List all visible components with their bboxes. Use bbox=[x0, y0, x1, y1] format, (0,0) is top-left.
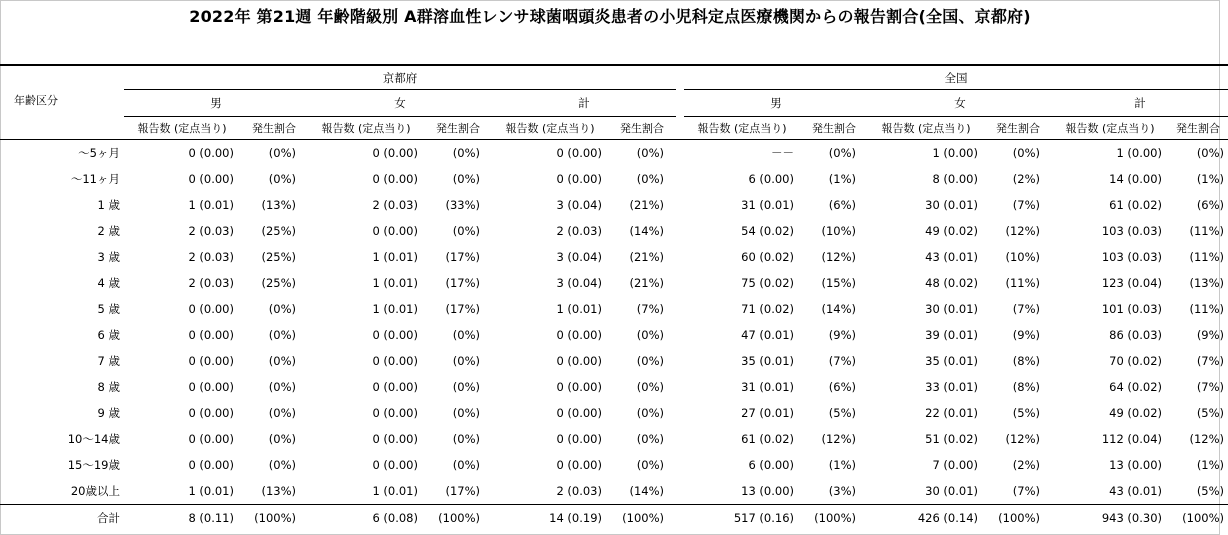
count-cell: 49 (0.02) bbox=[925, 224, 978, 238]
count-cell: 0 (0.00) bbox=[372, 458, 418, 472]
count-cell: 1 (0.01) bbox=[372, 302, 418, 316]
count-cell: 2 (0.03) bbox=[188, 224, 234, 238]
rate-cell: (17%) bbox=[445, 250, 480, 264]
rate-column-header: 発生割合 bbox=[800, 117, 868, 140]
rate-cell: (25%) bbox=[261, 224, 296, 238]
count-cell: 1 (0.00) bbox=[1116, 146, 1162, 160]
table-row bbox=[0, 478, 1228, 505]
rate-cell: (3%) bbox=[828, 484, 856, 498]
count-cell: 0 (0.00) bbox=[556, 354, 602, 368]
count-cell: 2 (0.03) bbox=[556, 224, 602, 238]
count-cell: 30 (0.01) bbox=[925, 484, 978, 498]
rate-cell: (0%) bbox=[268, 354, 296, 368]
rate-cell: (25%) bbox=[261, 276, 296, 290]
rate-cell: (0%) bbox=[828, 146, 856, 160]
count-cell: 0 (0.00) bbox=[556, 172, 602, 186]
count-cell: 0 (0.00) bbox=[188, 458, 234, 472]
rate-cell: (7%) bbox=[1196, 380, 1225, 394]
count-cell: 0 (0.00) bbox=[188, 172, 234, 186]
rate-cell: (13%) bbox=[261, 484, 296, 498]
count-cell: 8 (0.11) bbox=[124, 505, 240, 532]
count-cell: 31 (0.01) bbox=[741, 380, 794, 394]
rate-cell: (8%) bbox=[1012, 354, 1040, 368]
count-cell: 64 (0.02) bbox=[1109, 380, 1162, 394]
rate-cell: (0%) bbox=[452, 380, 480, 394]
count-cell: 1 (0.01) bbox=[556, 302, 602, 316]
count-cell: 0 (0.00) bbox=[556, 406, 602, 420]
count-cell: 1 (0.01) bbox=[188, 484, 234, 498]
count-cell: 517 (0.16) bbox=[684, 505, 800, 532]
count-cell: 103 (0.03) bbox=[1101, 224, 1162, 238]
rate-cell: (7%) bbox=[636, 302, 664, 316]
rate-column-header: 発生割合 bbox=[424, 117, 492, 140]
count-cell: 1 (0.00) bbox=[932, 146, 978, 160]
rate-cell: (0%) bbox=[452, 224, 480, 238]
rate-cell: (6%) bbox=[828, 380, 856, 394]
rate-cell: (17%) bbox=[445, 276, 480, 290]
table-row bbox=[0, 244, 1228, 270]
count-cell: 1 (0.01) bbox=[372, 250, 418, 264]
count-cell: 71 (0.02) bbox=[741, 302, 794, 316]
count-cell: 101 (0.03) bbox=[1101, 302, 1162, 316]
table-row bbox=[0, 426, 1228, 452]
rate-cell: (13%) bbox=[261, 198, 296, 212]
page-title: 2022年 第21週 年齢階級別 A群溶血性レンサ球菌咽頭炎患者の小児科定点医療機関からの報告割合(全国、京都府) bbox=[189, 7, 1031, 26]
rate-cell: (14%) bbox=[821, 302, 856, 316]
count-column-header: 報告数 (定点当り) bbox=[124, 117, 240, 140]
rate-cell: (5%) bbox=[1196, 406, 1225, 420]
rate-cell: (0%) bbox=[452, 458, 480, 472]
age-cell: 9 歳 bbox=[97, 406, 120, 420]
rate-cell: (10%) bbox=[821, 224, 856, 238]
rate-cell: (11%) bbox=[1189, 224, 1225, 238]
count-cell: 54 (0.02) bbox=[741, 224, 794, 238]
count-cell: －－ bbox=[771, 146, 794, 160]
rate-cell: (0%) bbox=[268, 458, 296, 472]
sex-header-female: 女 bbox=[308, 90, 492, 117]
count-cell: 75 (0.02) bbox=[741, 276, 794, 290]
rate-cell: (100%) bbox=[608, 505, 676, 532]
count-cell: 0 (0.00) bbox=[372, 224, 418, 238]
rate-cell: (7%) bbox=[1196, 354, 1225, 368]
count-cell: 0 (0.00) bbox=[372, 146, 418, 160]
rate-cell: (1%) bbox=[828, 172, 856, 186]
table-row bbox=[0, 374, 1228, 400]
rate-cell: (2%) bbox=[1012, 172, 1040, 186]
rate-cell: (21%) bbox=[629, 198, 664, 212]
rate-cell: (9%) bbox=[1012, 328, 1040, 342]
count-cell: 0 (0.00) bbox=[372, 380, 418, 394]
rate-cell: (12%) bbox=[1005, 432, 1040, 446]
count-cell: 13 (0.00) bbox=[1109, 458, 1162, 472]
rate-cell: (0%) bbox=[1012, 146, 1040, 160]
count-cell: 14 (0.19) bbox=[492, 505, 608, 532]
rate-cell: (0%) bbox=[636, 406, 664, 420]
corner-cell bbox=[0, 65, 124, 90]
age-cell: 3 歳 bbox=[97, 250, 120, 264]
rate-cell: (0%) bbox=[452, 406, 480, 420]
count-cell: 22 (0.01) bbox=[925, 406, 978, 420]
count-cell: 3 (0.04) bbox=[556, 198, 602, 212]
rate-cell: (11%) bbox=[1005, 276, 1040, 290]
rate-cell: (0%) bbox=[268, 328, 296, 342]
sex-header-male: 男 bbox=[124, 90, 308, 117]
rate-cell: (0%) bbox=[1196, 146, 1225, 160]
age-cell: ～5ヶ月 bbox=[78, 146, 120, 160]
count-cell: 31 (0.01) bbox=[741, 198, 794, 212]
rate-cell: (100%) bbox=[424, 505, 492, 532]
rate-cell: (5%) bbox=[828, 406, 856, 420]
count-cell: 49 (0.02) bbox=[1109, 406, 1162, 420]
rate-cell: (8%) bbox=[1012, 380, 1040, 394]
table-row bbox=[0, 322, 1228, 348]
rate-cell: (12%) bbox=[1189, 432, 1225, 446]
rate-cell: (0%) bbox=[268, 380, 296, 394]
rate-cell: (21%) bbox=[629, 250, 664, 264]
count-cell: 1 (0.01) bbox=[372, 276, 418, 290]
count-cell: 0 (0.00) bbox=[188, 328, 234, 342]
age-cell: 6 歳 bbox=[97, 328, 120, 342]
age-cell: 1 歳 bbox=[97, 198, 120, 212]
count-cell: 1 (0.01) bbox=[188, 198, 234, 212]
rate-cell: (2%) bbox=[1012, 458, 1040, 472]
rate-cell: (0%) bbox=[636, 328, 664, 342]
count-column-header: 報告数 (定点当り) bbox=[308, 117, 424, 140]
rate-cell: (1%) bbox=[1196, 458, 1225, 472]
count-cell: 103 (0.03) bbox=[1101, 250, 1162, 264]
count-cell: 0 (0.00) bbox=[556, 328, 602, 342]
count-cell: 0 (0.00) bbox=[188, 406, 234, 420]
count-cell: 61 (0.02) bbox=[1109, 198, 1162, 212]
table-row bbox=[0, 218, 1228, 244]
region-header-national: 全国 bbox=[684, 65, 1228, 90]
rate-cell: (21%) bbox=[629, 276, 664, 290]
rate-cell: (7%) bbox=[1012, 198, 1040, 212]
rate-cell: (11%) bbox=[1189, 250, 1225, 264]
count-cell: 0 (0.00) bbox=[372, 354, 418, 368]
count-cell: 0 (0.00) bbox=[556, 380, 602, 394]
count-cell: 0 (0.00) bbox=[372, 432, 418, 446]
count-cell: 0 (0.00) bbox=[556, 146, 602, 160]
rate-cell: (100%) bbox=[800, 505, 868, 532]
rate-cell: (14%) bbox=[629, 224, 664, 238]
count-cell: 0 (0.00) bbox=[188, 432, 234, 446]
count-cell: 0 (0.00) bbox=[188, 302, 234, 316]
count-cell: 61 (0.02) bbox=[741, 432, 794, 446]
rate-cell: (33%) bbox=[445, 198, 480, 212]
rate-cell: (5%) bbox=[1012, 406, 1040, 420]
count-cell: 6 (0.08) bbox=[308, 505, 424, 532]
count-cell: 35 (0.01) bbox=[925, 354, 978, 368]
count-cell: 1 (0.01) bbox=[372, 484, 418, 498]
table-row bbox=[0, 140, 1228, 167]
region-gap bbox=[676, 65, 684, 90]
rate-cell: (0%) bbox=[452, 432, 480, 446]
age-cell: 7 歳 bbox=[97, 354, 120, 368]
count-cell: 112 (0.04) bbox=[1101, 432, 1162, 446]
table-row bbox=[0, 296, 1228, 322]
age-cell: 20歳以上 bbox=[70, 484, 120, 498]
count-cell: 3 (0.04) bbox=[556, 276, 602, 290]
table-row bbox=[0, 452, 1228, 478]
count-cell: 943 (0.30) bbox=[1052, 505, 1168, 532]
age-header: 年齢区分 bbox=[0, 90, 124, 140]
age-cell: 10～14歳 bbox=[67, 432, 120, 446]
rate-cell: (1%) bbox=[828, 458, 856, 472]
rate-cell: (14%) bbox=[629, 484, 664, 498]
sex-header-female: 女 bbox=[868, 90, 1052, 117]
count-cell: 2 (0.03) bbox=[188, 250, 234, 264]
rate-column-header: 発生割合 bbox=[984, 117, 1052, 140]
count-column-header: 報告数 (定点当り) bbox=[868, 117, 984, 140]
rate-cell: (17%) bbox=[445, 302, 480, 316]
rate-cell: (100%) bbox=[1168, 505, 1228, 532]
region-header-kyoto: 京都府 bbox=[124, 65, 676, 90]
total-row bbox=[0, 505, 1228, 532]
count-cell: 0 (0.00) bbox=[556, 458, 602, 472]
rate-cell: (7%) bbox=[1012, 484, 1040, 498]
age-cell: ～11ヶ月 bbox=[70, 172, 120, 186]
rate-cell: (0%) bbox=[636, 172, 664, 186]
count-cell: 0 (0.00) bbox=[188, 354, 234, 368]
rate-cell: (0%) bbox=[636, 432, 664, 446]
count-cell: 0 (0.00) bbox=[556, 432, 602, 446]
sex-header-total: 計 bbox=[1052, 90, 1228, 117]
count-cell: 30 (0.01) bbox=[925, 302, 978, 316]
sex-header-male: 男 bbox=[684, 90, 868, 117]
rate-cell: (12%) bbox=[821, 250, 856, 264]
count-cell: 48 (0.02) bbox=[925, 276, 978, 290]
table-row bbox=[0, 166, 1228, 192]
rate-cell: (5%) bbox=[1196, 484, 1225, 498]
rate-cell: (0%) bbox=[268, 146, 296, 160]
count-cell: 2 (0.03) bbox=[372, 198, 418, 212]
rate-column-header: 発生割合 bbox=[1168, 117, 1228, 140]
count-cell: 0 (0.00) bbox=[372, 172, 418, 186]
rate-cell: (0%) bbox=[452, 146, 480, 160]
rate-cell: (0%) bbox=[452, 328, 480, 342]
rate-cell: (9%) bbox=[1196, 328, 1225, 342]
count-cell: 14 (0.00) bbox=[1109, 172, 1162, 186]
rate-cell: (11%) bbox=[1189, 302, 1225, 316]
age-cell: 2 歳 bbox=[97, 224, 120, 238]
rate-cell: (1%) bbox=[1196, 172, 1225, 186]
rate-column-header: 発生割合 bbox=[608, 117, 676, 140]
rate-cell: (0%) bbox=[268, 172, 296, 186]
count-cell: 6 (0.00) bbox=[748, 458, 794, 472]
rate-cell: (0%) bbox=[636, 354, 664, 368]
rate-cell: (0%) bbox=[268, 302, 296, 316]
count-column-header: 報告数 (定点当り) bbox=[492, 117, 608, 140]
count-cell: 51 (0.02) bbox=[925, 432, 978, 446]
rate-cell: (100%) bbox=[240, 505, 308, 532]
table-row bbox=[0, 270, 1228, 296]
count-cell: 0 (0.00) bbox=[372, 406, 418, 420]
count-cell: 39 (0.01) bbox=[925, 328, 978, 342]
count-cell: 123 (0.04) bbox=[1101, 276, 1162, 290]
count-cell: 43 (0.01) bbox=[925, 250, 978, 264]
count-cell: 35 (0.01) bbox=[741, 354, 794, 368]
rate-cell: (25%) bbox=[261, 250, 296, 264]
count-cell: 7 (0.00) bbox=[932, 458, 978, 472]
age-cell: 15～19歳 bbox=[67, 458, 120, 472]
rate-cell: (6%) bbox=[1196, 198, 1225, 212]
count-cell: 30 (0.01) bbox=[925, 198, 978, 212]
count-cell: 70 (0.02) bbox=[1109, 354, 1162, 368]
rate-cell: (12%) bbox=[1005, 224, 1040, 238]
count-cell: 0 (0.00) bbox=[188, 146, 234, 160]
count-cell: 2 (0.03) bbox=[556, 484, 602, 498]
table-row bbox=[0, 400, 1228, 426]
rate-cell: (13%) bbox=[1189, 276, 1225, 290]
rate-cell: (7%) bbox=[1012, 302, 1040, 316]
rate-cell: (0%) bbox=[268, 406, 296, 420]
rate-cell: (100%) bbox=[984, 505, 1052, 532]
rate-cell: (10%) bbox=[1005, 250, 1040, 264]
rate-cell: (17%) bbox=[445, 484, 480, 498]
rate-cell: (0%) bbox=[452, 354, 480, 368]
table-row bbox=[0, 192, 1228, 218]
count-cell: 426 (0.14) bbox=[868, 505, 984, 532]
rate-column-header: 発生割合 bbox=[240, 117, 308, 140]
count-cell: 2 (0.03) bbox=[188, 276, 234, 290]
count-cell: 43 (0.01) bbox=[1109, 484, 1162, 498]
count-column-header: 報告数 (定点当り) bbox=[684, 117, 800, 140]
age-cell: 5 歳 bbox=[97, 302, 120, 316]
age-cell: 8 歳 bbox=[97, 380, 120, 394]
rate-cell: (7%) bbox=[828, 354, 856, 368]
count-cell: 47 (0.01) bbox=[741, 328, 794, 342]
rate-cell: (0%) bbox=[636, 458, 664, 472]
sex-header-total: 計 bbox=[492, 90, 676, 117]
count-cell: 86 (0.03) bbox=[1109, 328, 1162, 342]
rate-cell: (0%) bbox=[452, 172, 480, 186]
rate-cell: (0%) bbox=[636, 380, 664, 394]
rate-cell: (12%) bbox=[821, 432, 856, 446]
count-cell: 33 (0.01) bbox=[925, 380, 978, 394]
table-row bbox=[0, 348, 1228, 374]
count-cell: 0 (0.00) bbox=[372, 328, 418, 342]
rate-cell: (0%) bbox=[268, 432, 296, 446]
age-cell: 4 歳 bbox=[97, 276, 120, 290]
count-cell: 6 (0.00) bbox=[748, 172, 794, 186]
rate-cell: (6%) bbox=[828, 198, 856, 212]
count-cell: 8 (0.00) bbox=[932, 172, 978, 186]
age-cell: 合計 bbox=[0, 505, 124, 532]
count-column-header: 報告数 (定点当り) bbox=[1052, 117, 1168, 140]
rate-cell: (9%) bbox=[828, 328, 856, 342]
count-cell: 13 (0.00) bbox=[741, 484, 794, 498]
rate-cell: (15%) bbox=[821, 276, 856, 290]
count-cell: 0 (0.00) bbox=[188, 380, 234, 394]
count-cell: 27 (0.01) bbox=[741, 406, 794, 420]
rate-cell: (0%) bbox=[636, 146, 664, 160]
count-cell: 60 (0.02) bbox=[741, 250, 794, 264]
report-table bbox=[0, 64, 1228, 531]
count-cell: 3 (0.04) bbox=[556, 250, 602, 264]
